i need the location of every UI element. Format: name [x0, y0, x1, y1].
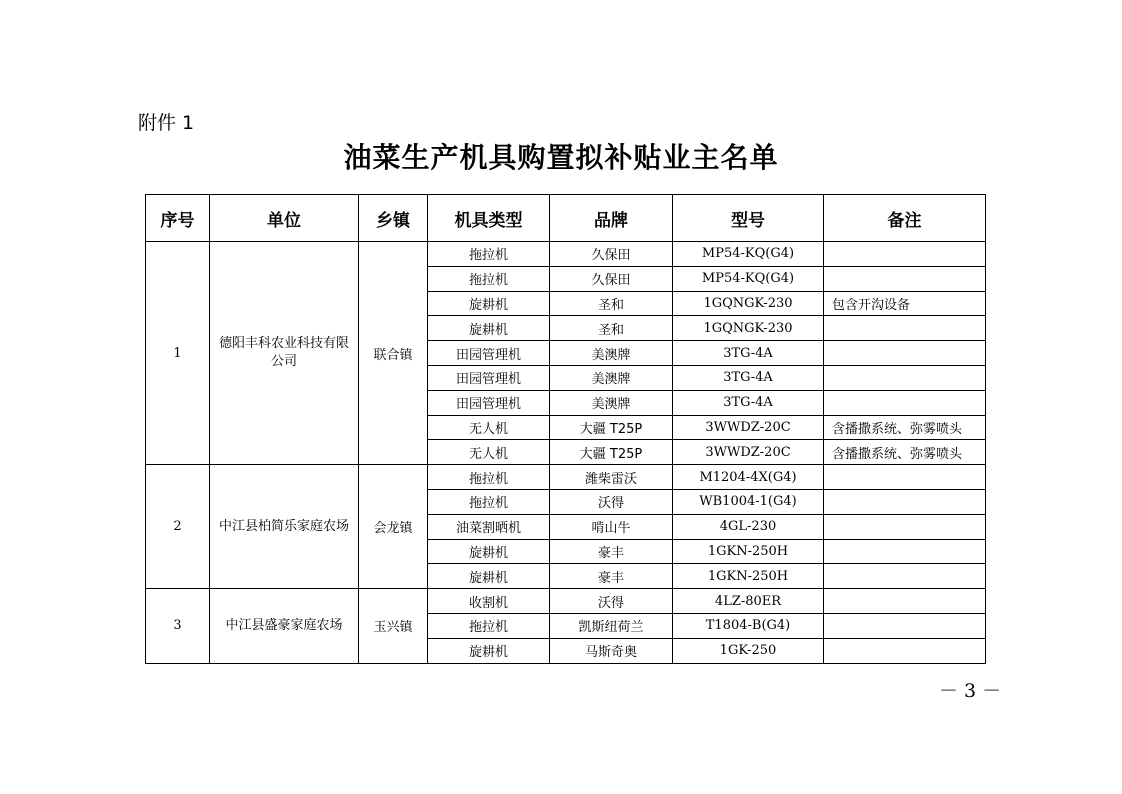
brand-cell: 美澳牌 [550, 390, 673, 415]
machine-type-cell: 无人机 [428, 415, 550, 440]
row-index-cell: 2 [146, 465, 210, 589]
machine-type-cell: 油菜割晒机 [428, 514, 550, 539]
model-cell: MP54-KQ(G4) [673, 242, 824, 267]
column-header-town: 乡镇 [359, 195, 428, 242]
unit-cell: 德阳丰科农业科技有限公司 [210, 242, 359, 465]
brand-cell: 圣和 [550, 316, 673, 341]
row-index-cell: 1 [146, 242, 210, 465]
brand-cell: 大疆 T25P [550, 415, 673, 440]
remark-cell [824, 465, 986, 490]
machine-type-cell: 拖拉机 [428, 465, 550, 490]
brand-cell: 潍柴雷沃 [550, 465, 673, 490]
machine-type-cell: 田园管理机 [428, 341, 550, 366]
brand-cell: 马斯奇奥 [550, 638, 673, 663]
remark-cell [824, 316, 986, 341]
model-cell: 4LZ-80ER [673, 589, 824, 614]
remark-cell [824, 514, 986, 539]
model-cell: 1GK-250 [673, 638, 824, 663]
model-cell: 1GQNGK-230 [673, 291, 824, 316]
remark-cell: 含播撒系统、弥雾喷头 [824, 440, 986, 465]
machine-type-cell: 拖拉机 [428, 613, 550, 638]
machine-type-cell: 旋耕机 [428, 316, 550, 341]
town-cell: 玉兴镇 [359, 589, 428, 663]
machine-type-cell: 收割机 [428, 589, 550, 614]
machine-type-cell: 旋耕机 [428, 638, 550, 663]
brand-cell: 圣和 [550, 291, 673, 316]
model-cell: 1GKN-250H [673, 564, 824, 589]
machine-type-cell: 拖拉机 [428, 242, 550, 267]
column-header-index: 序号 [146, 195, 210, 242]
remark-cell: 包含开沟设备 [824, 291, 986, 316]
column-header-remark: 备注 [824, 195, 986, 242]
brand-cell: 大疆 T25P [550, 440, 673, 465]
table-row [146, 242, 986, 267]
remark-cell [824, 489, 986, 514]
model-cell: M1204-4X(G4) [673, 465, 824, 490]
brand-cell: 久保田 [550, 266, 673, 291]
machine-type-cell: 旋耕机 [428, 539, 550, 564]
town-cell: 联合镇 [359, 242, 428, 465]
unit-cell: 中江县柏简乐家庭农场 [210, 465, 359, 589]
model-cell: 3WWDZ-20C [673, 415, 824, 440]
model-cell: WB1004-1(G4) [673, 489, 824, 514]
model-cell: 3TG-4A [673, 365, 824, 390]
brand-cell: 沃得 [550, 489, 673, 514]
page-number: － 3 － [939, 680, 1002, 702]
brand-cell: 豪丰 [550, 564, 673, 589]
remark-cell [824, 613, 986, 638]
model-cell: T1804-B(G4) [673, 613, 824, 638]
model-cell: 3TG-4A [673, 390, 824, 415]
model-cell: 1GKN-250H [673, 539, 824, 564]
remark-cell [824, 365, 986, 390]
brand-cell: 豪丰 [550, 539, 673, 564]
table-row [146, 589, 986, 614]
remark-cell [824, 638, 986, 663]
remark-cell [824, 341, 986, 366]
model-cell: 4GL-230 [673, 514, 824, 539]
remark-cell [824, 390, 986, 415]
column-header-model: 型号 [673, 195, 824, 242]
remark-cell [824, 266, 986, 291]
machine-type-cell: 田园管理机 [428, 390, 550, 415]
town-cell: 会龙镇 [359, 465, 428, 589]
machine-type-cell: 田园管理机 [428, 365, 550, 390]
model-cell: 3TG-4A [673, 341, 824, 366]
brand-cell: 啃山牛 [550, 514, 673, 539]
table-body [146, 242, 986, 664]
machine-type-cell: 无人机 [428, 440, 550, 465]
brand-cell: 美澳牌 [550, 365, 673, 390]
brand-cell: 沃得 [550, 589, 673, 614]
remark-cell [824, 242, 986, 267]
brand-cell: 凯斯纽荷兰 [550, 613, 673, 638]
subsidy-table [145, 194, 986, 664]
brand-cell: 美澳牌 [550, 341, 673, 366]
page-title: 油菜生产机具购置拟补贴业主名单 [343, 141, 779, 174]
machine-type-cell: 旋耕机 [428, 564, 550, 589]
machine-type-cell: 拖拉机 [428, 266, 550, 291]
remark-cell [824, 589, 986, 614]
column-header-unit: 单位 [210, 195, 359, 242]
model-cell: MP54-KQ(G4) [673, 266, 824, 291]
unit-cell: 中江县盛豪家庭农场 [210, 589, 359, 663]
attachment-label: 附件 1 [138, 112, 195, 134]
remark-cell [824, 564, 986, 589]
column-header-machine-type: 机具类型 [428, 195, 550, 242]
column-header-brand: 品牌 [550, 195, 673, 242]
machine-type-cell: 拖拉机 [428, 489, 550, 514]
row-index-cell: 3 [146, 589, 210, 663]
model-cell: 3WWDZ-20C [673, 440, 824, 465]
remark-cell [824, 539, 986, 564]
table-row [146, 465, 986, 490]
machine-type-cell: 旋耕机 [428, 291, 550, 316]
model-cell: 1GQNGK-230 [673, 316, 824, 341]
table-header-row [146, 195, 986, 242]
remark-cell: 含播撒系统、弥雾喷头 [824, 415, 986, 440]
brand-cell: 久保田 [550, 242, 673, 267]
